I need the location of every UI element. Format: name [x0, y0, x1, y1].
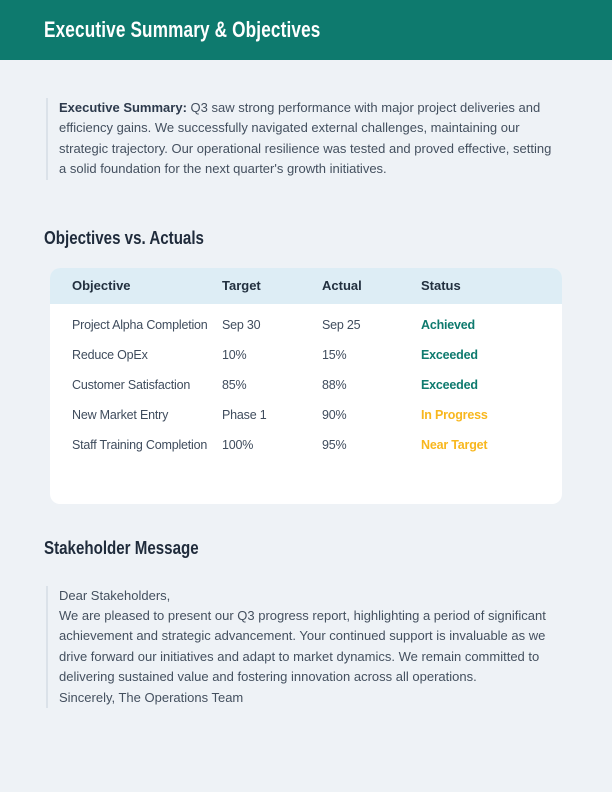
- stakeholder-section-heading: [44, 536, 612, 560]
- objective-cell: Reduce OpEx: [72, 347, 148, 362]
- table-row: [50, 317, 562, 347]
- objective-cell: Project Alpha Completion: [72, 317, 208, 332]
- column-header-status: Status: [421, 278, 461, 294]
- objectives-heading-text: Objectives vs. Actuals: [44, 227, 204, 248]
- actual-cell: 90%: [322, 407, 347, 422]
- actual-cell: 15%: [322, 347, 347, 362]
- status-cell: Exceeded: [421, 377, 478, 392]
- stakeholder-signature: Sincerely, The Operations Team: [59, 689, 244, 705]
- status-cell: Achieved: [421, 317, 475, 332]
- page-title-text: Executive Summary & Objectives: [44, 17, 321, 42]
- column-header-target: Target: [222, 278, 261, 294]
- target-cell: 10%: [222, 347, 247, 362]
- page-title: [44, 17, 399, 43]
- executive-summary-label: Executive Summary:: [59, 100, 187, 115]
- column-header-actual: Actual: [322, 278, 362, 294]
- target-cell: Phase 1: [222, 407, 267, 422]
- executive-summary-text: Q3 saw strong performance with major project deliveries and efficiency gains. We successfully navigated external challenges, maintaining our strategic trajectory. Our operational resilience was tested and proved effective, setting a solid foundation for the next quarter's growth initiatives.: [59, 100, 552, 177]
- status-cell: Exceeded: [421, 347, 478, 362]
- table-row: [50, 347, 562, 377]
- stakeholder-message-callout: [46, 586, 556, 708]
- objectives-section-heading: [44, 226, 612, 250]
- stakeholder-heading-text: Stakeholder Message: [44, 537, 199, 558]
- stakeholder-body: We are pleased to present our Q3 progress report, highlighting a period of significant achievement and strategic advancement. Your continued support is invaluable as we drive forward our initiatives and adapt to market dynamics. We remain committed to delivering sustained value and fostering innovation across all operations.: [59, 608, 546, 685]
- title-band: [0, 0, 612, 60]
- objective-cell: Customer Satisfaction: [72, 377, 191, 392]
- actual-cell: 88%: [322, 377, 347, 392]
- target-cell: 100%: [222, 437, 254, 452]
- status-cell: Near Target: [421, 437, 488, 452]
- actual-cell: Sep 25: [322, 317, 361, 332]
- executive-summary-callout: [46, 98, 556, 180]
- objective-cell: Staff Training Completion: [72, 437, 208, 452]
- status-cell: In Progress: [421, 407, 488, 422]
- target-cell: 85%: [222, 377, 247, 392]
- objectives-table: [50, 268, 562, 504]
- actual-cell: 95%: [322, 437, 347, 452]
- stakeholder-salutation: Dear Stakeholders,: [59, 587, 171, 603]
- table-row: [50, 407, 562, 437]
- table-row: [50, 377, 562, 407]
- objective-cell: New Market Entry: [72, 407, 169, 422]
- table-body: [50, 304, 562, 504]
- target-cell: Sep 30: [222, 317, 261, 332]
- column-header-objective: Objective: [72, 278, 131, 294]
- table-header-row: [50, 268, 562, 304]
- table-row: [50, 437, 562, 467]
